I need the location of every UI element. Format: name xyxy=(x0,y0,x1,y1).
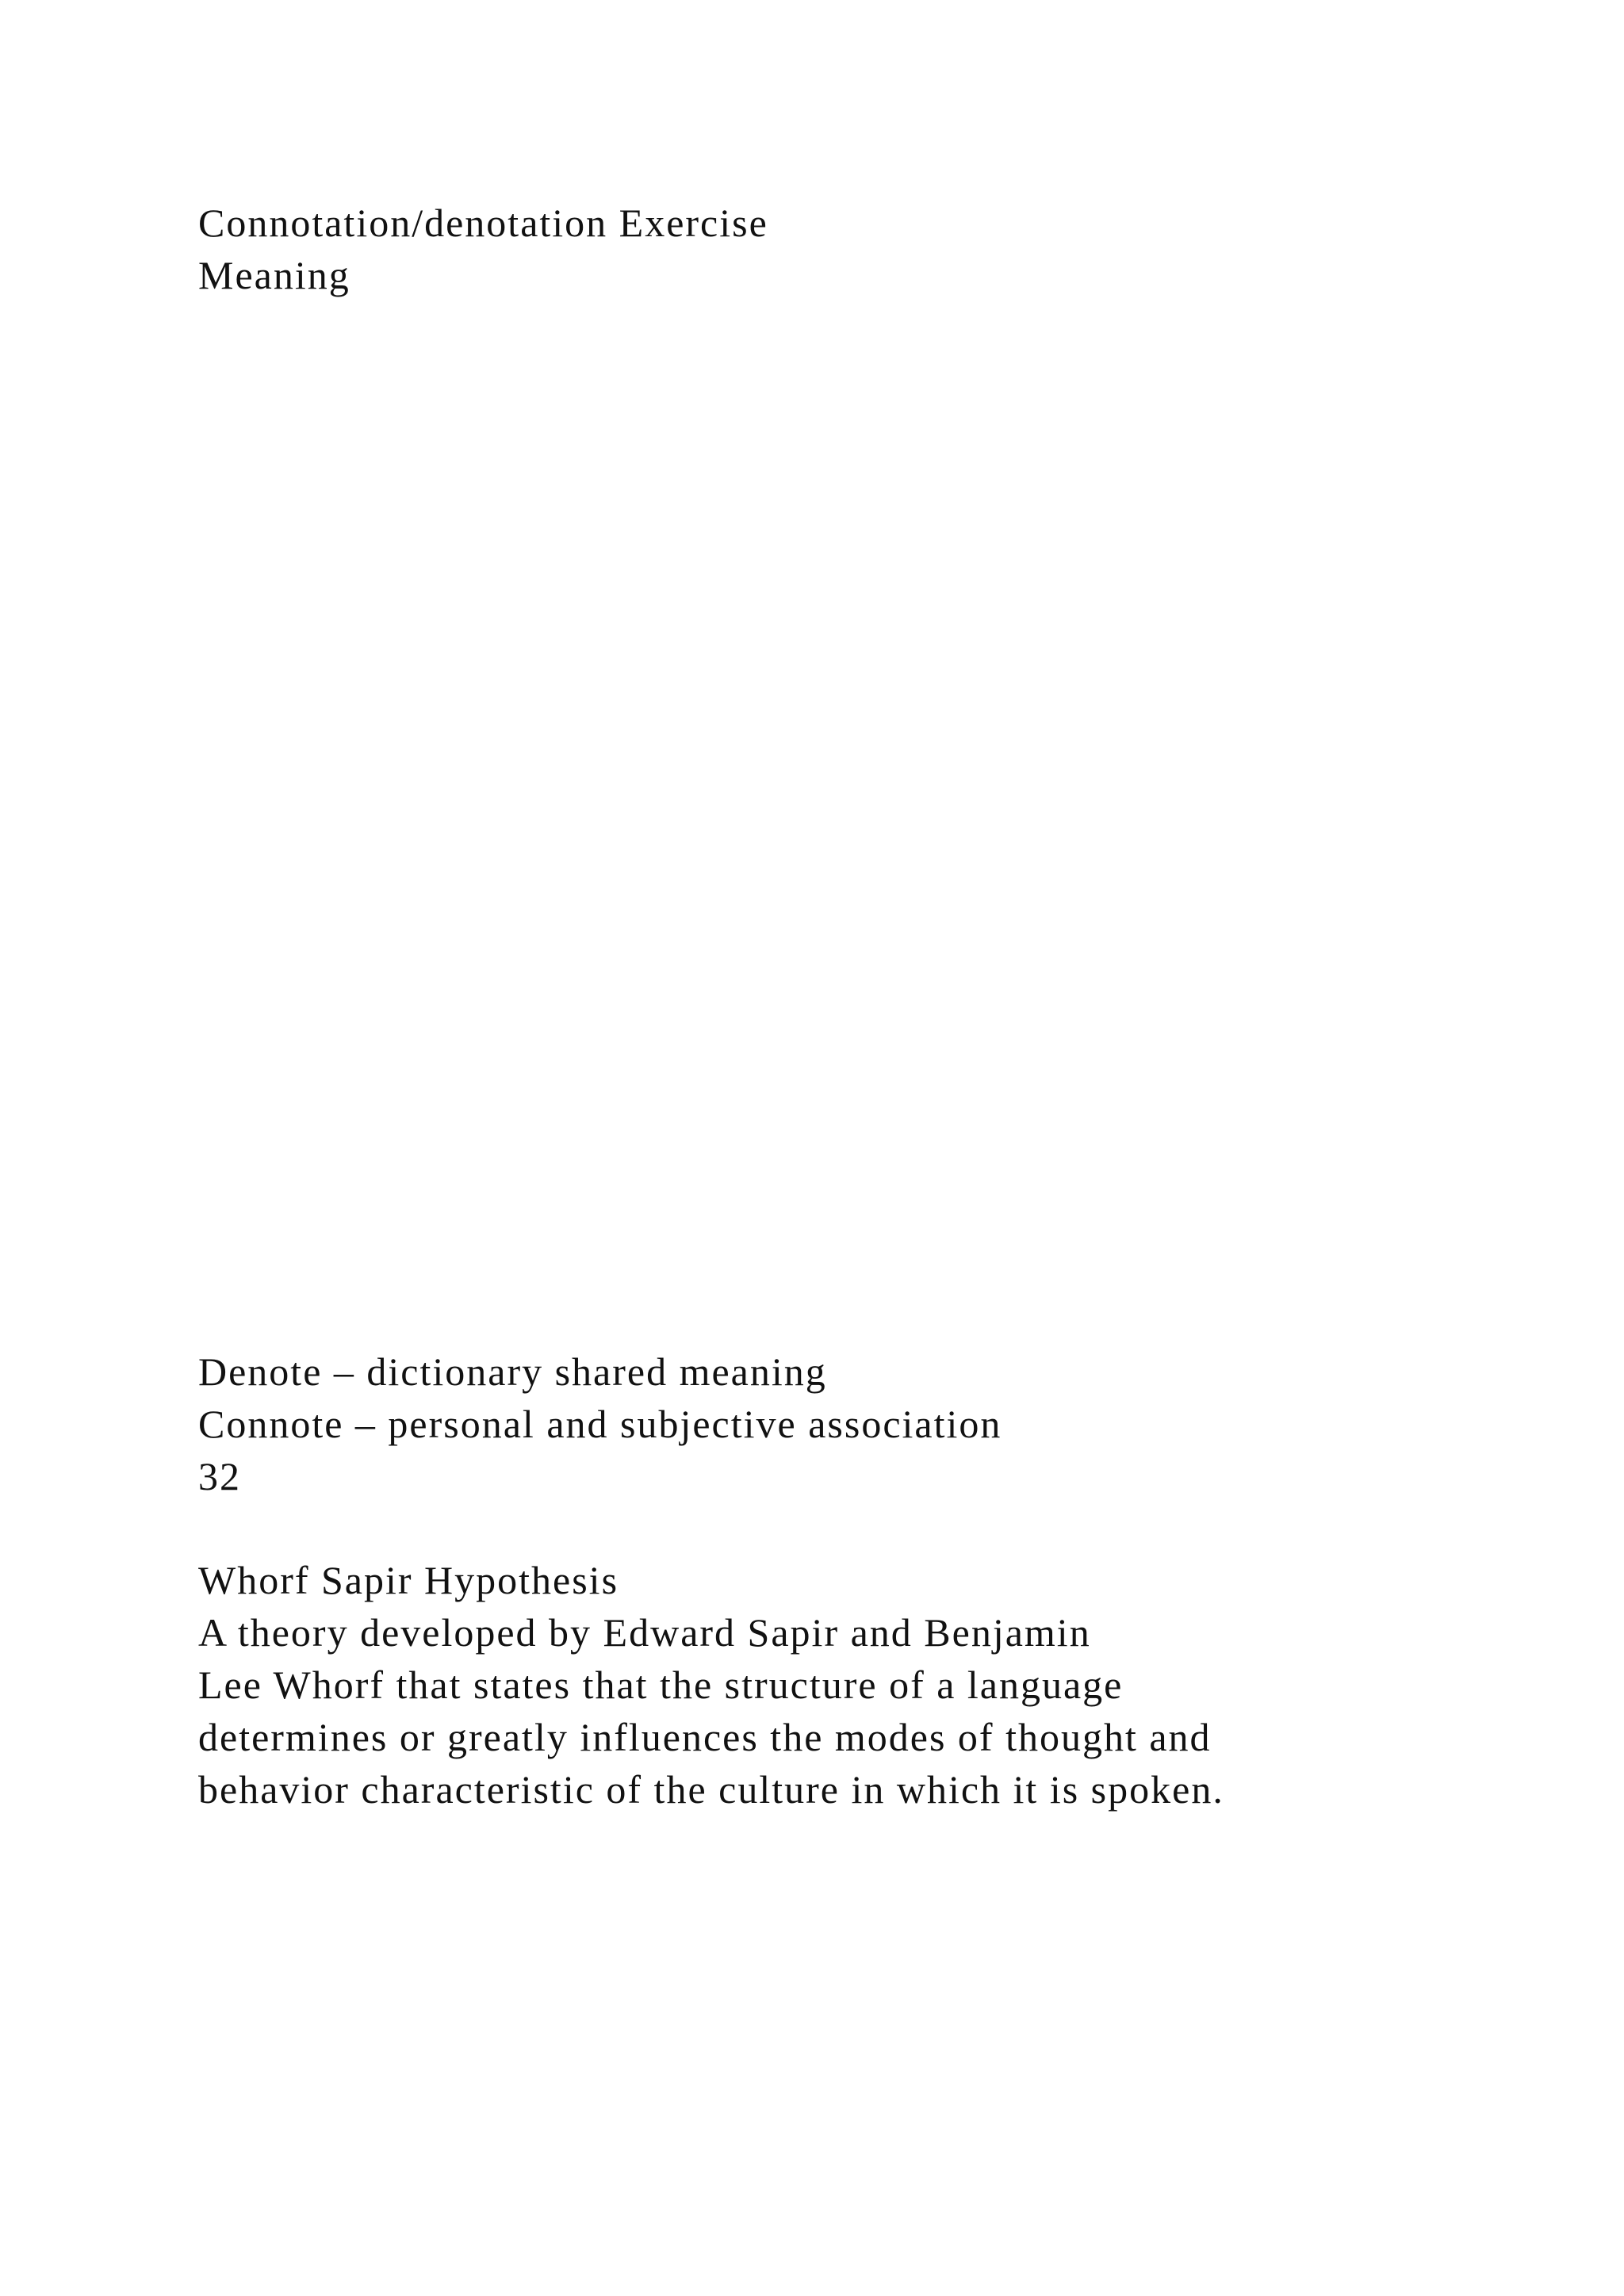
exercise-title: Connotation/denotation Exercise xyxy=(198,201,768,245)
denote-definition: Denote – dictionary shared meaning xyxy=(198,1349,827,1394)
exercise-subtitle: Meaning xyxy=(198,253,350,297)
hypothesis-text-line: A theory developed by Edward Sapir and Benjamin xyxy=(198,1610,1091,1655)
page-number: 32 xyxy=(198,1454,241,1498)
hypothesis-text-line: Lee Whorf that states that the structure of a language xyxy=(198,1663,1124,1707)
connote-definition: Connote – personal and subjective association xyxy=(198,1402,1002,1446)
hypothesis-heading: Whorf Sapir Hypothesis xyxy=(198,1558,619,1602)
hypothesis-text-line: determines or greatly influences the modes of thought and xyxy=(198,1715,1212,1759)
hypothesis-text-line: behavior characteristic of the culture in which it is spoken. xyxy=(198,1767,1224,1812)
